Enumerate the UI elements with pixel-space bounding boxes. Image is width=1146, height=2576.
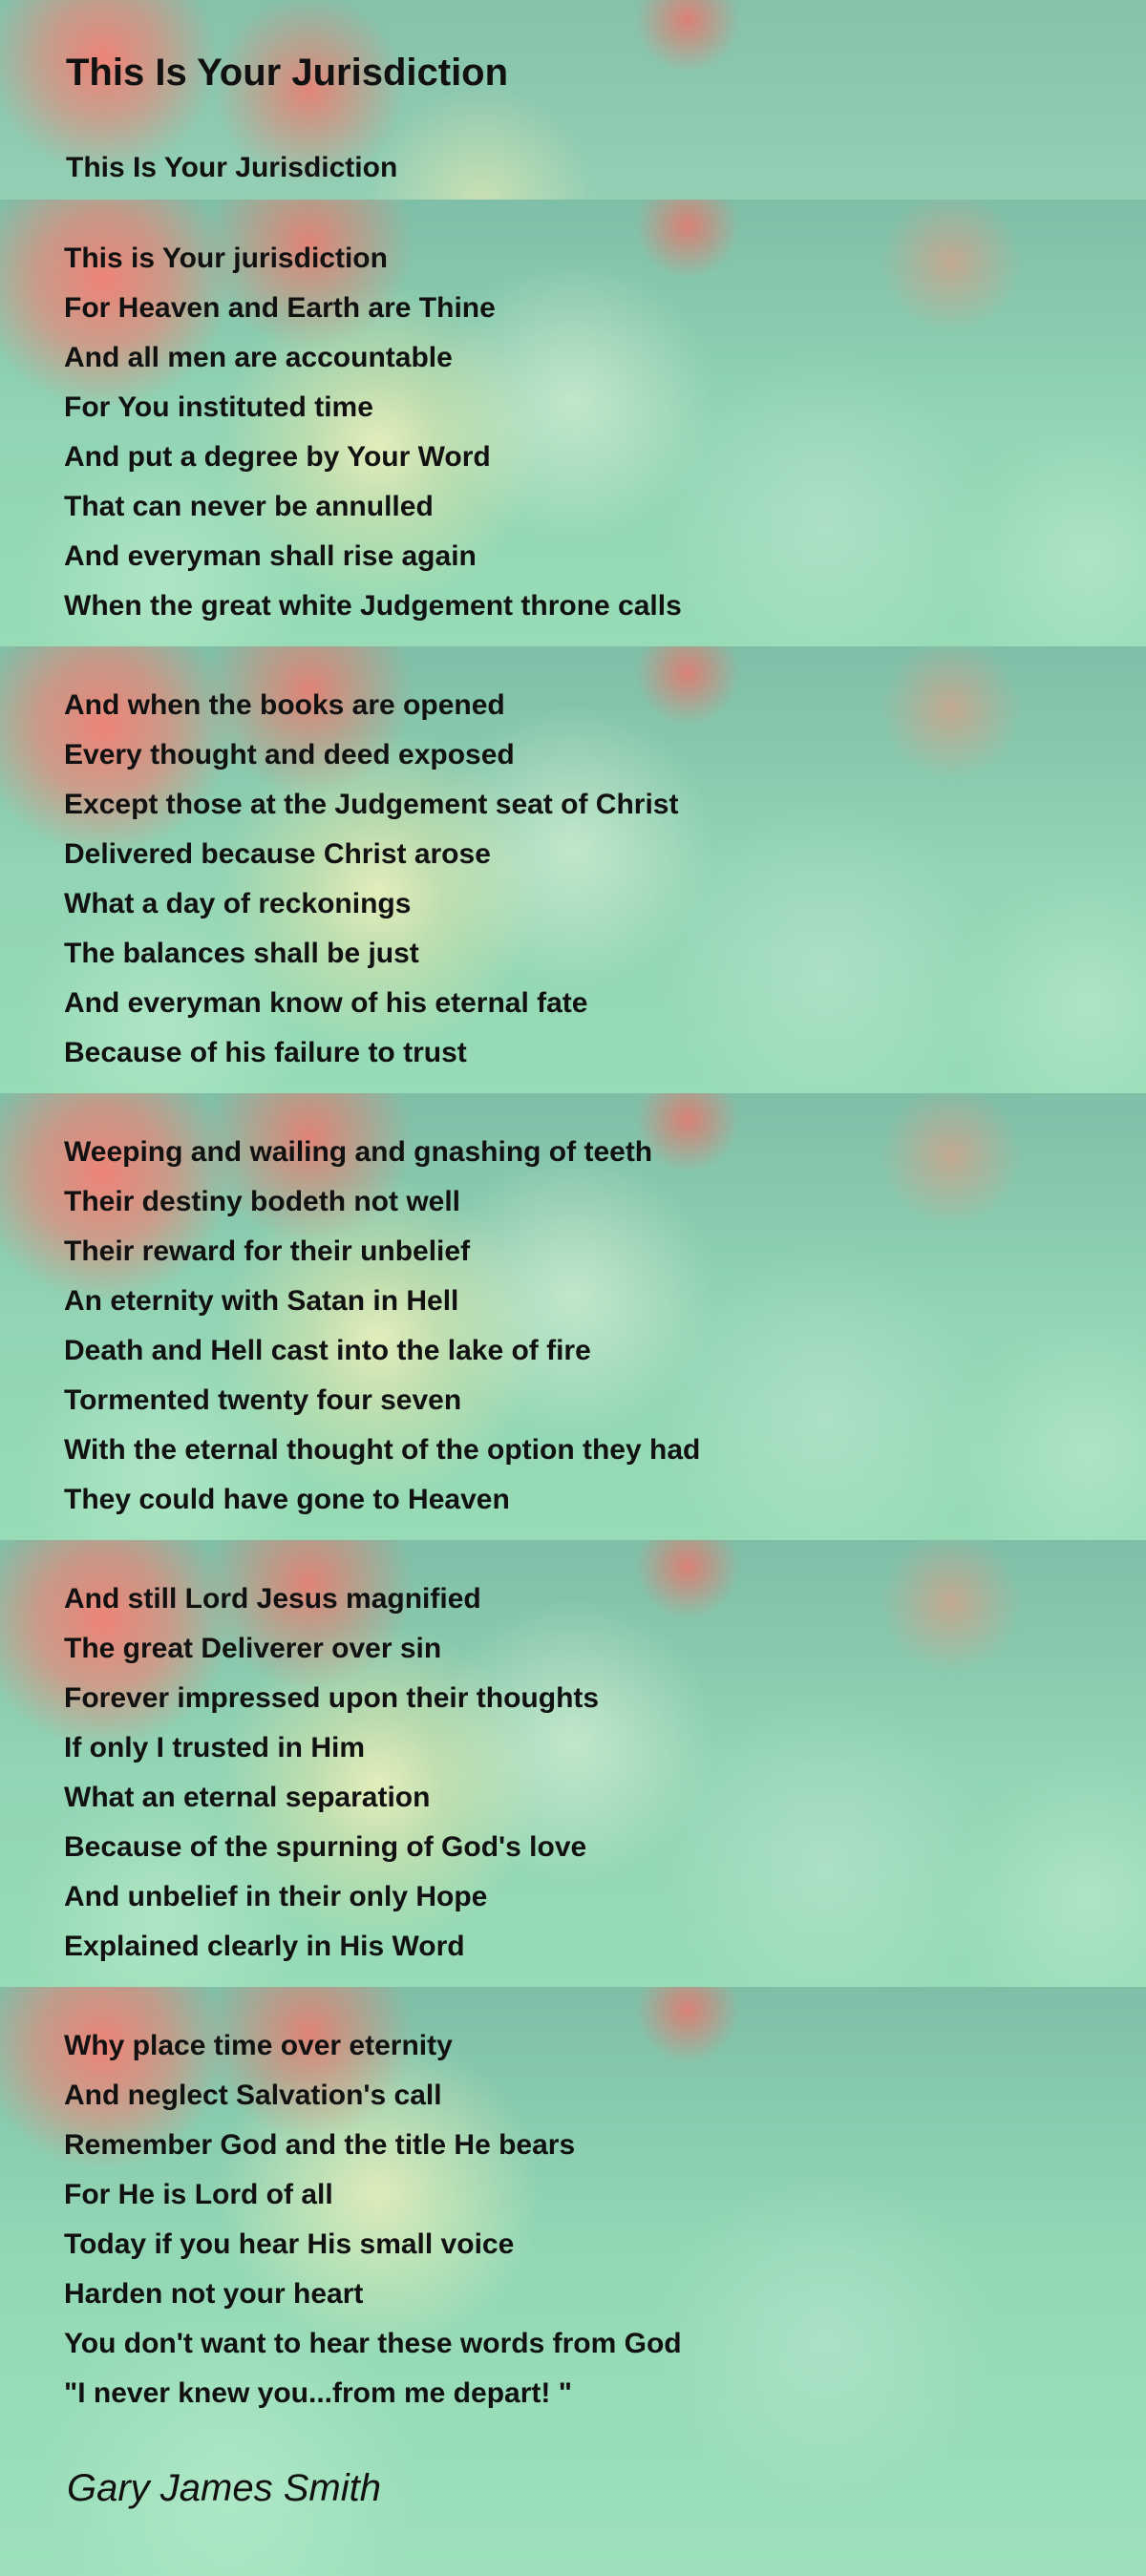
poem-line: Their reward for their unbelief (64, 1235, 471, 1267)
poem-line: An eternity with Satan in Hell (64, 1285, 459, 1317)
poem-line: Every thought and deed exposed (64, 739, 515, 771)
poem-line: And put a degree by Your Word (64, 441, 491, 473)
poem-line: And all men are accountable (64, 342, 453, 373)
poem-line: Their destiny bodeth not well (64, 1186, 461, 1217)
poem-line: Except those at the Judgement seat of Christ (64, 789, 679, 820)
stanza-panel-1 (0, 200, 1146, 646)
poem-line: This is Your jurisdiction (64, 243, 388, 274)
stanza-panel-2 (0, 646, 1146, 1093)
poem-line: Tormented twenty four seven (64, 1384, 462, 1416)
poem-line: Weeping and wailing and gnashing of teeth (64, 1136, 653, 1168)
poem-line: That can never be annulled (64, 491, 434, 522)
poem-line: You don't want to hear these words from God (64, 2328, 682, 2359)
poem-line: Why place time over eternity (64, 2030, 453, 2061)
stanza-2 (64, 681, 678, 1078)
poem-line: Forever impressed upon their thoughts (64, 1682, 600, 1714)
poem-line: Because of his failure to trust (64, 1037, 467, 1068)
title-panel (0, 0, 1146, 200)
stanza-3 (64, 1128, 700, 1525)
poem-line: They could have gone to Heaven (64, 1484, 510, 1515)
poem-title: This Is Your Jurisdiction (66, 52, 509, 94)
poem-line: Remember God and the title He bears (64, 2129, 576, 2161)
poem-author: Gary James Smith (67, 2467, 381, 2509)
stanza-4 (64, 1574, 599, 1972)
poem-line: When the great white Judgement throne calls (64, 590, 682, 622)
poem-line: And still Lord Jesus magnified (64, 1583, 481, 1615)
poem-line: What a day of reckonings (64, 888, 412, 919)
poem-line: Because of the spurning of God's love (64, 1831, 587, 1863)
poem-line: And neglect Salvation's call (64, 2080, 442, 2111)
stanza-panel-4 (0, 1540, 1146, 1987)
stanza-1 (64, 234, 682, 631)
poem-line: The balances shall be just (64, 938, 419, 969)
poem-line: If only I trusted in Him (64, 1732, 366, 1763)
poem-line: What an eternal separation (64, 1782, 431, 1813)
poem-line: The great Deliverer over sin (64, 1633, 442, 1664)
poem-line: For You instituted time (64, 391, 373, 423)
poem-line: And unbelief in their only Hope (64, 1881, 488, 1912)
stanza-5 (64, 2021, 682, 2418)
poem-line: For He is Lord of all (64, 2179, 333, 2210)
stanza-panel-3 (0, 1093, 1146, 1540)
poem-line: Harden not your heart (64, 2278, 364, 2310)
poem-line: And everyman know of his eternal fate (64, 987, 588, 1019)
poem-line: "I never knew you...from me depart! " (64, 2377, 572, 2409)
stanza-panel-5 (0, 1987, 1146, 2576)
poem-line: Delivered because Christ arose (64, 838, 491, 870)
poem-line: For Heaven and Earth are Thine (64, 292, 496, 324)
poem-subtitle: This Is Your Jurisdiction (66, 152, 398, 183)
poem-line: Today if you hear His small voice (64, 2228, 515, 2260)
poem-line: And when the books are opened (64, 689, 505, 721)
poem-line: Death and Hell cast into the lake of fire (64, 1335, 591, 1366)
poem-line: And everyman shall rise again (64, 540, 477, 572)
poem-line: Explained clearly in His Word (64, 1931, 465, 1962)
poem-line: With the eternal thought of the option they had (64, 1434, 701, 1466)
